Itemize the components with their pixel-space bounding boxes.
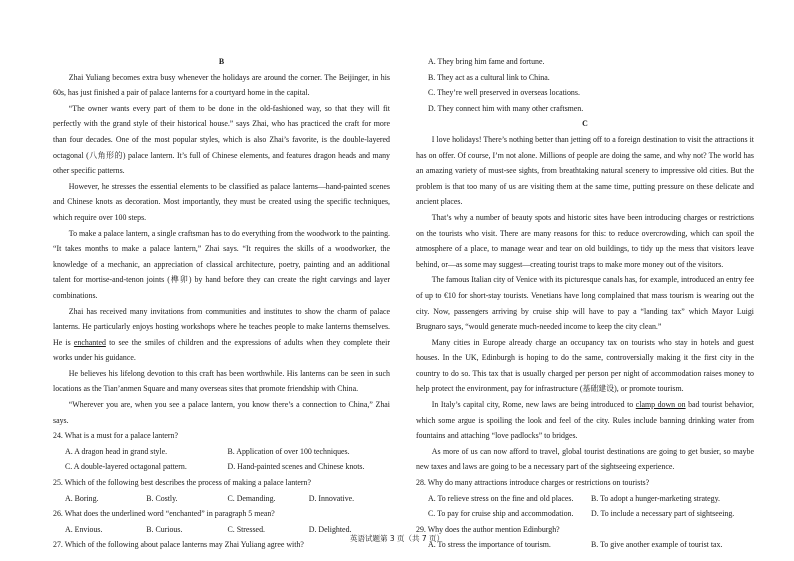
q24-option-c: C. A double-layered octagonal pattern.	[65, 462, 187, 472]
passage-b-paragraph-6: He believes his lifelong devotion to this craft has been worthwhile. His lanterns can be seen in such locations as the Tian’anmen Square and many overseas sites that promote friendship with China.	[53, 368, 390, 394]
q25-option-c: C. Demanding.	[227, 493, 276, 503]
q26-option-c: C. Stressed.	[227, 524, 265, 534]
c-p5-text-b: bad tourist behavior, which some argue is spoiling the look and feel of the city. Rules include banning drinking water from fountains and attaching “love padlocks” to bridges.	[416, 400, 754, 441]
q25-option-d: D. Innovative.	[308, 493, 355, 503]
passage-c-paragraph-3: The famous Italian city of Venice with its picturesque canals has, for example, introduced an entry fee of up to €10 for short-stay tourists. Venetians have long complained that mass tourism is wearing out the city. Now, passengers arriving by cruise ship will have to pay a “landing tax” which Mayor Luigi Brugnaro says, “would generate much-needed income to keep the city clean.”	[416, 275, 754, 332]
passage-b-paragraph-3: However, he stresses the essential elements to be classified as palace lanterns—hand-painted scenes and Chinese knots as decoration. Most importantly, they must be created using the specific techniques, which require over 100 steps.	[53, 181, 390, 222]
passage-b-paragraph-7: “Wherever you are, when you see a palace lantern, you know there’s a connection to China,” Zhai says.	[53, 400, 390, 425]
q26-option-b: B. Curious.	[146, 524, 183, 534]
passage-c-paragraph-2: That’s why a number of beauty spots and historic sites have been introducing charges or restrictions on the tourists who visit. There are many reasons for this: to reduce overcrowding, which can spoil the atmosphere of a place, to manage wear and tear on old buildings, to tidy up the mess that visitors leave behind, or—as some may suggest—creating tourist traps to make more money out of the visitors.	[416, 212, 754, 269]
q24-option-a: A. A dragon head in grand style.	[65, 446, 168, 456]
question-24-options-row-1	[53, 444, 390, 460]
q29-option-b: B. To give another example of tourist tax.	[591, 540, 723, 550]
q25-option-b: B. Costly.	[146, 493, 178, 503]
page-footer: 英语试题第 3 页（共 7 页）	[349, 534, 445, 543]
q26-option-d: D. Delighted.	[308, 524, 352, 534]
question-24: 24. What is a must for a palace lantern?	[53, 431, 178, 441]
passage-b-paragraph-2: “The owner wants every part of them to be done in the old-fashioned way, so that they will fit perfectly with the grand style of their historical house.” says Zhai, who has practiced the craft for more than four decades. One of the most popular styles, which is also Zhai’s favorite, is the double-layered octagonal (八角形的) palace lantern. It’s full of Chinese elements, and features dragon heads and many other specific patterns.	[53, 103, 390, 176]
q27-option-c: C. They’re well preserved in overseas locations.	[428, 88, 580, 98]
q25-option-a: A. Boring.	[65, 493, 99, 503]
p5-text-a: Zhai has received many invitations from communities and institutes to show the charm of palace lanterns. He particularly enjoys hosting workshops where he teaches people to make lanterns themselves. He is	[53, 306, 390, 347]
question-28-options-row-1	[416, 491, 754, 507]
q24-option-b: B. Application of over 100 techniques.	[227, 446, 350, 456]
c-p5-text-a: In Italy’s capital city, Rome, new laws are being introduced to	[431, 400, 636, 410]
q26-option-a: A. Envious.	[65, 524, 103, 534]
passage-c-paragraph-5	[416, 397, 754, 444]
question-25-options	[53, 491, 390, 507]
question-24-options-row-2	[53, 459, 390, 475]
question-25: 25. Which of the following best describes the process of making a palace lantern?	[53, 478, 311, 488]
q29-option-a: A. To stress the importance of tourism.	[428, 540, 551, 550]
passage-b-paragraph-5	[53, 304, 390, 366]
question-28-options-row-2	[416, 506, 754, 522]
passage-b-paragraph-1: Zhai Yuliang becomes extra busy whenever the holidays are around the corner. The Beijinger, in his 60s, has just finished a pair of palace lanterns for a courtyard home in the capital.	[53, 72, 390, 98]
right-column	[416, 54, 754, 553]
section-b-heading: B	[218, 57, 225, 66]
underlined-phrase-clamp-down-on: clamp down on	[635, 400, 686, 410]
passage-c-paragraph-6: As more of us can now afford to travel, global tourist destinations are going to get busier, so maybe new taxes and laws are going to be a necessary part of the sightseeing experience.	[416, 446, 754, 472]
passage-b-paragraph-4: To make a palace lantern, a single craftsman has to do everything from the woodwork to the painting. “It takes months to make a palace lantern,” Zhai says. “It requires the skills of a woodworker, the knowledge of a mechanic, an appreciation of classical architecture, poetry, painting and an additional talent for mortise-and-tenon joints (榫卯) by hand before they can create the right carvings and layer combinations.	[53, 228, 390, 300]
q28-option-a: A. To relieve stress on the fine and old places.	[428, 493, 574, 503]
q28-option-d: D. To include a necessary part of sightseeing.	[591, 509, 735, 519]
q27-option-b: B. They act as a cultural link to China.	[428, 72, 550, 82]
question-27: 27. Which of the following about palace lanterns may Zhai Yuliang agree with?	[53, 540, 304, 550]
question-28: 28. Why do many attractions introduce charges or restrictions on tourists?	[416, 478, 650, 488]
passage-c-paragraph-4: Many cities in Europe already charge an occupancy tax on tourists who stay in hotels and guest houses. In the UK, Edinburgh is hoping to do the same, controversially making it the first city in the country to do so. This tax that is usually charged per person per night of accommodation raises money to help protect the environment, pay for infrastructure (基础建设), or promote tourism.	[416, 337, 754, 394]
underlined-word-enchanted: enchanted	[73, 337, 106, 347]
passage-c-paragraph-1: I love holidays! There’s nothing better than jetting off to a foreign destination to visit the attractions it has on offer. Of course, I’m not alone. Millions of people are doing the same, and why not? The world has an amazing variety of must-see sights, from breathtaking natural scenery to impressive old cities. But the problem is that too many of us are visiting them at the same time, putting pressure on these delicate and ancient places.	[416, 134, 754, 207]
q27-option-a: A. They bring him fame and fortune.	[428, 57, 545, 66]
left-column	[53, 54, 390, 553]
section-c-heading: C	[582, 119, 588, 129]
q28-option-b: B. To adopt a hunger-marketing strategy.	[591, 493, 721, 503]
q24-option-d: D. Hand-painted scenes and Chinese knots.	[227, 462, 365, 472]
q27-option-d: D. They connect him with many other craftsmen.	[428, 103, 584, 113]
q28-option-c: C. To pay for cruise ship and accommodation.	[428, 509, 574, 519]
question-26: 26. What does the underlined word “enchanted” in paragraph 5 mean?	[53, 509, 275, 519]
p5-text-b: to see the smiles of children and the expressions of adults when they complete their works under his guidance.	[53, 337, 390, 363]
question-29: 29. Why does the author mention Edinburgh?	[416, 524, 560, 534]
